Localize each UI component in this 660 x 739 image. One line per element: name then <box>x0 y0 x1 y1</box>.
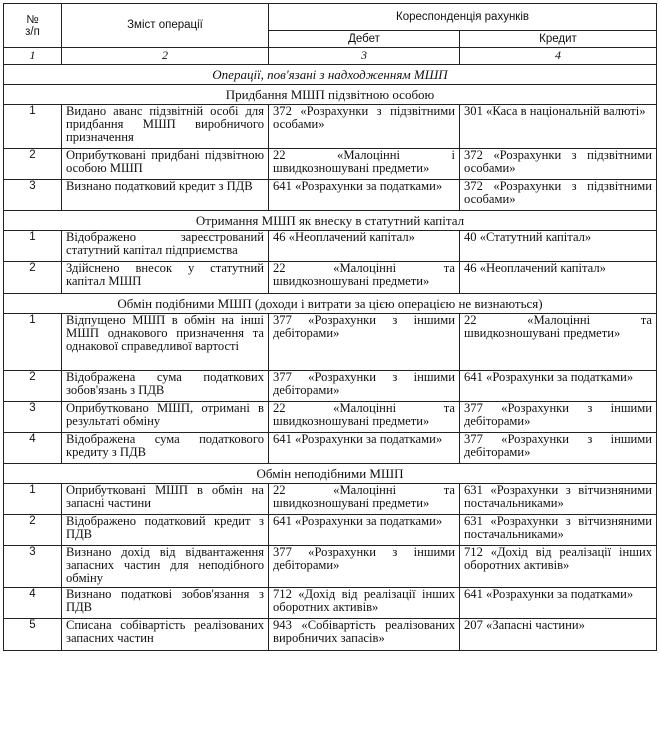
debit-account: 377 «Розрахунки з іншими дебіторами» <box>269 314 460 371</box>
group-title: Обмін неподібними МШП <box>4 464 657 484</box>
row-number: 2 <box>4 371 62 402</box>
row-number: 3 <box>4 546 62 588</box>
row-number: 3 <box>4 180 62 211</box>
table-row <box>4 619 657 651</box>
credit-account: 372 «Розрахунки з підзвітними особами» <box>460 149 657 180</box>
accounting-entries-table <box>3 3 657 651</box>
row-number: 1 <box>4 484 62 515</box>
debit-account: 46 «Неоплачений капітал» <box>269 231 460 262</box>
credit-account: 301 «Каса в національній валюті» <box>460 105 657 149</box>
operation-description: Здійснено внесок у статутний капітал МШП <box>62 262 269 294</box>
col-header-correspondence: Кореспонденція рахунків <box>269 4 657 31</box>
credit-account: 641 «Розрахунки за податками» <box>460 371 657 402</box>
col-number-1: 1 <box>4 48 62 65</box>
table-row <box>4 371 657 402</box>
col-number-3: 3 <box>269 48 460 65</box>
credit-account: 631 «Розрахунки з вітчизняними постачальниками» <box>460 484 657 515</box>
group-title: Придбання МШП підзвітною особою <box>4 85 657 105</box>
credit-account: 712 «Дохід від реалізації інших оборотних активів» <box>460 546 657 588</box>
credit-account: 377 «Розрахунки з іншими дебіторами» <box>460 433 657 464</box>
row-number: 3 <box>4 402 62 433</box>
operation-description: Видано аванс підзвітній особі для придбання МШП виробничого призначення <box>62 105 269 149</box>
operation-description: Відображено зареєстрований статутний капітал підприємства <box>62 231 269 262</box>
operation-description: Відображена сума податкових зобов'язань з ПДВ <box>62 371 269 402</box>
debit-account: 943 «Собівартість реалізованих виробничих запасів» <box>269 619 460 651</box>
debit-account: 712 «Дохід від реалізації інших оборотних активів» <box>269 588 460 619</box>
row-number: 5 <box>4 619 62 651</box>
operation-description: Оприбутковані МШП в обмін на запасні частини <box>62 484 269 515</box>
group-title: Обмін подібними МШП (доходи і витрати за цією операцією не визнаються) <box>4 294 657 314</box>
debit-account: 641 «Розрахунки за податками» <box>269 180 460 211</box>
credit-account: 22 «Малоцінні та швидкозношувані предмети» <box>460 314 657 371</box>
row-number: 2 <box>4 262 62 294</box>
credit-account: 377 «Розрахунки з іншими дебіторами» <box>460 402 657 433</box>
section-title: Операції, пов'язані з надходженням МШП <box>4 65 657 85</box>
debit-account: 22 «Малоцінні та швидкозношувані предмети» <box>269 484 460 515</box>
table-row <box>4 546 657 588</box>
col-header-number: № з/п <box>4 4 62 48</box>
col-number-4: 4 <box>460 48 657 65</box>
operation-description: Визнано дохід від відвантаження запасних частин для неподібного обміну <box>62 546 269 588</box>
debit-account: 641 «Розрахунки за податками» <box>269 515 460 546</box>
col-header-credit: Кредит <box>460 31 657 48</box>
col-number-2: 2 <box>62 48 269 65</box>
debit-account: 641 «Розрахунки за податками» <box>269 433 460 464</box>
operation-description: Відображена сума податкового кредиту з ПДВ <box>62 433 269 464</box>
operation-description: Визнано податковий кредит з ПДВ <box>62 180 269 211</box>
table-row <box>4 149 657 180</box>
table-row <box>4 180 657 211</box>
operation-description: Списана собівартість реалізованих запасних частин <box>62 619 269 651</box>
table-row <box>4 433 657 464</box>
operation-description: Відображено податковий кредит з ПДВ <box>62 515 269 546</box>
credit-account: 631 «Розрахунки з вітчизняними постачальниками» <box>460 515 657 546</box>
group-title: Отримання МШП як внеску в статутний капітал <box>4 211 657 231</box>
operation-description: Відпущено МШП в обмін на інші МШП однакового призначення та однакової справедливої вартості <box>62 314 269 371</box>
row-number: 2 <box>4 515 62 546</box>
table-row <box>4 588 657 619</box>
credit-account: 372 «Розрахунки з підзвітними особами» <box>460 180 657 211</box>
row-number: 1 <box>4 105 62 149</box>
table-row <box>4 484 657 515</box>
debit-account: 22 «Малоцінні та швидкозношувані предмети» <box>269 402 460 433</box>
debit-account: 22 «Малоцінні і швидкозношувані предмети» <box>269 149 460 180</box>
operation-description: Оприбутковані придбані підзвітною особою МШП <box>62 149 269 180</box>
table-row <box>4 314 657 371</box>
credit-account: 207 «Запасні частини» <box>460 619 657 651</box>
operation-description: Визнано податкові зобов'язання з ПДВ <box>62 588 269 619</box>
table-row <box>4 402 657 433</box>
row-number: 1 <box>4 231 62 262</box>
table-row <box>4 231 657 262</box>
operation-description: Оприбутковано МШП, отримані в результаті обміну <box>62 402 269 433</box>
table-row <box>4 262 657 294</box>
row-number: 4 <box>4 588 62 619</box>
row-number: 1 <box>4 314 62 371</box>
col-header-content: Зміст операції <box>62 4 269 48</box>
debit-account: 377 «Розрахунки з іншими дебіторами» <box>269 371 460 402</box>
table-row <box>4 515 657 546</box>
row-number: 4 <box>4 433 62 464</box>
row-number: 2 <box>4 149 62 180</box>
credit-account: 641 «Розрахунки за податками» <box>460 588 657 619</box>
debit-account: 377 «Розрахунки з іншими дебіторами» <box>269 546 460 588</box>
debit-account: 372 «Розрахунки з підзвітними особами» <box>269 105 460 149</box>
credit-account: 46 «Неоплачений капітал» <box>460 262 657 294</box>
col-header-debit: Дебет <box>269 31 460 48</box>
table-row <box>4 105 657 149</box>
credit-account: 40 «Статутний капітал» <box>460 231 657 262</box>
debit-account: 22 «Малоцінні та швидкозношувані предмети» <box>269 262 460 294</box>
